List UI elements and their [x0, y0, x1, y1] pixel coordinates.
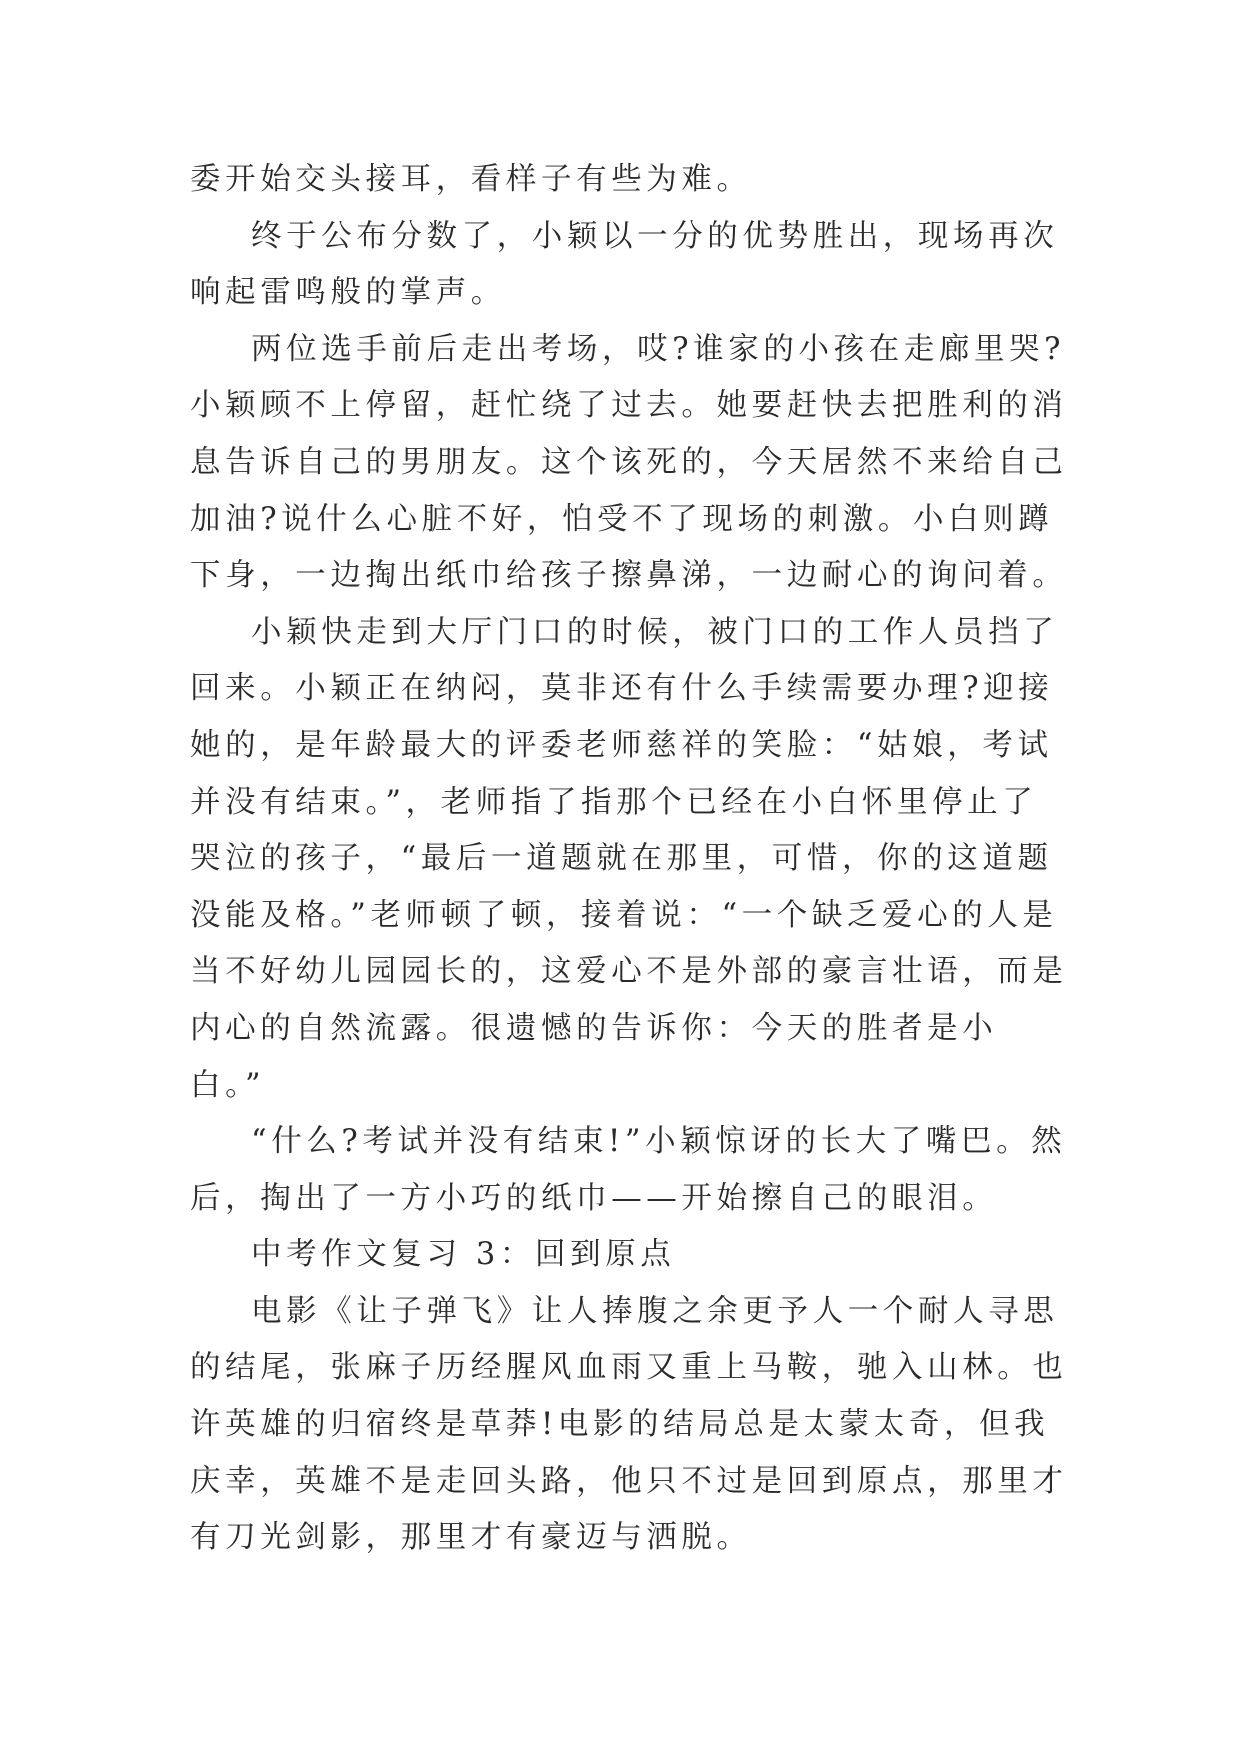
paragraph-continuation: 委开始交头接耳，看样子有些为难。 [190, 162, 752, 197]
paragraph-leaving-exam: 两位选手前后走出考场，哎?谁家的小孩在走廊里哭?小颖顾不上停留，赶忙绕了过去。她要赶快去把胜利的消息告诉自己的男朋友。这个该死的，今天居然不来给自己加油?说什么心脏不好，怕受不了现场的刺激。小白则蹲下身，一边掏出纸巾给孩子擦鼻涕，一边耐心的询问着。 [190, 331, 1068, 594]
paragraph-final-question: 小颖快走到大厅门口的时候，被门口的工作人员挡了回来。小颖正在纳闷，莫非还有什么手续需要办理?迎接她的，是年龄最大的评委老师慈祥的笑脸：“姑娘，考试并没有结束。”，老师指了指那个已经在小白怀里停止了哭泣的孩子，“最后一道题就在那里，可惜，你的这道题没能及格。”老师顿了顿，接着说：“一个缺乏爱心的人是当不好幼儿园园长的，这爱心不是外部的豪言壮语，而是内心的自然流露。很遗憾的告诉你：今天的胜者是小白。” [190, 614, 1068, 1103]
section-heading: 中考作文复习 3：回到原点 [251, 1237, 676, 1273]
paragraph-score-announcement: 终于公布分数了，小颖以一分的优势胜出，现场再次响起雷鸣般的掌声。 [190, 218, 1059, 311]
document-body [190, 152, 1070, 1567]
paragraph-movie: 电影《让子弹飞》让人捧腹之余更予人一个耐人寻思的结尾，张麻子历经腥风血雨又重上马鞍，驰入山林。也许英雄的归宿终是草莽!电影的结局总是太蒙太奇，但我庆幸，英雄不是走回头路，他只不过是回到原点，那里才有刀光剑影，那里才有豪迈与洒脱。 [190, 1293, 1068, 1556]
paragraph-surprise: “什么?考试并没有结束!”小颖惊讶的长大了嘴巴。然后，掏出了一方小巧的纸巾——开始擦自己的眼泪。 [190, 1124, 1067, 1216]
